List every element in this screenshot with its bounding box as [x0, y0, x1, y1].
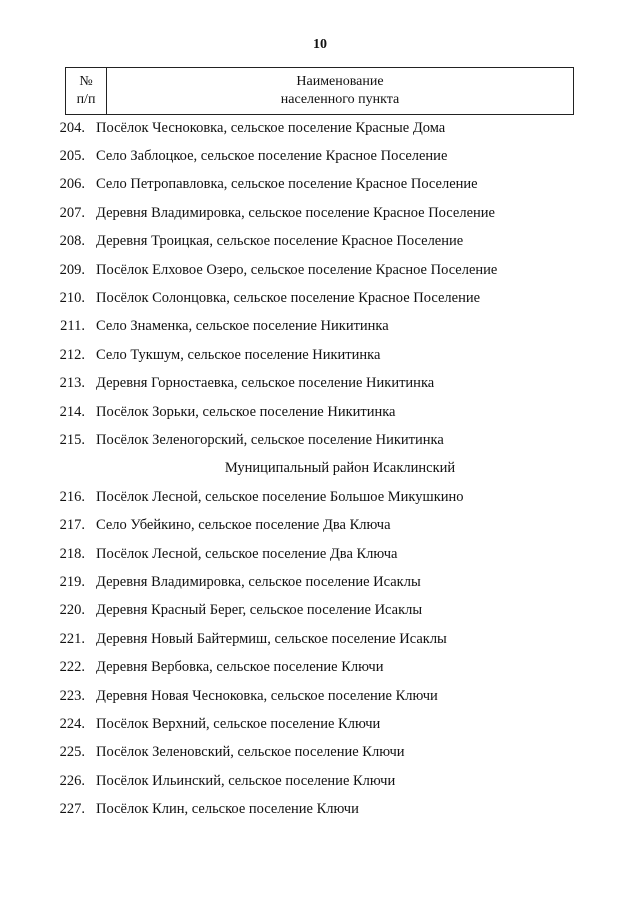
row-settlement-name: Село Убейкино, сельское поселение Два Ключа [96, 517, 391, 534]
table-row [0, 511, 640, 539]
table-row [0, 767, 640, 795]
row-settlement-name: Деревня Вербовка, сельское поселение Ключи [96, 659, 384, 676]
header-number-label: № [79, 74, 93, 89]
table-row [0, 795, 640, 823]
header-name-sublabel: населенного пункта [280, 92, 400, 107]
row-settlement-name: Посёлок Верхний, сельское поселение Ключи [96, 715, 381, 732]
table-row [0, 284, 640, 312]
table-row [0, 597, 640, 625]
row-number: 208. [59, 233, 85, 250]
row-number: 220. [59, 602, 85, 619]
table-row [0, 256, 640, 284]
table-row [0, 398, 640, 426]
row-settlement-name: Посёлок Зеленовский, сельское поселение Ключи [96, 744, 405, 761]
row-settlement-name: Посёлок Елховое Озеро, сельское поселение Красное Поселение [96, 261, 498, 278]
row-settlement-name: Посёлок Лесной, сельское поселение Два Ключа [96, 545, 398, 562]
header-pp-label: п/п [76, 92, 96, 107]
row-settlement-name: Посёлок Солонцовка, сельское поселение Красное Поселение [96, 290, 481, 307]
row-number: 218. [59, 545, 85, 562]
row-settlement-name: Село Петропавловка, сельское поселение Красное Поселение [96, 176, 478, 193]
row-number: 209. [59, 261, 85, 278]
row-number: 225. [59, 744, 85, 761]
header-name-column [107, 68, 573, 114]
header-number-column [66, 68, 107, 114]
row-settlement-name: Село Тукшум, сельское поселение Никитинка [96, 346, 381, 363]
row-number: 214. [59, 403, 85, 420]
row-number: 215. [59, 431, 85, 448]
row-settlement-name: Посёлок Ильинский, сельское поселение Ключи [96, 772, 396, 789]
settlement-rows-bottom [0, 483, 640, 824]
header-name-label: Наименование [296, 74, 384, 89]
row-number: 206. [59, 176, 85, 193]
table-row [0, 540, 640, 568]
table-row [0, 483, 640, 511]
row-settlement-name: Село Знаменка, сельское поселение Никитинка [96, 318, 389, 335]
row-settlement-name: Посёлок Зеленогорский, сельское поселение Никитинка [96, 431, 444, 448]
row-settlement-name: Деревня Новый Байтермиш, сельское поселение Исаклы [96, 630, 447, 647]
row-number: 222. [59, 659, 85, 676]
table-row [0, 426, 640, 454]
table-row [0, 710, 640, 738]
table-row [0, 739, 640, 767]
table-row [0, 114, 640, 142]
table-row [0, 370, 640, 398]
table-header [65, 67, 574, 115]
row-settlement-name: Деревня Горностаевка, сельское поселение Никитинка [96, 375, 435, 392]
settlement-list [0, 114, 640, 824]
row-number: 212. [59, 346, 85, 363]
row-number: 213. [59, 375, 85, 392]
row-settlement-name: Посёлок Зорьки, сельское поселение Никитинка [96, 403, 396, 420]
row-number: 217. [59, 517, 85, 534]
settlement-rows-top [0, 114, 640, 455]
row-number: 216. [59, 488, 85, 505]
page-number: 10 [313, 37, 327, 52]
row-number: 204. [59, 119, 85, 136]
section-title: Муниципальный район Исаклинский [224, 460, 456, 477]
table-row [0, 171, 640, 199]
table-row [0, 653, 640, 681]
row-number: 210. [59, 290, 85, 307]
table-row [0, 228, 640, 256]
table-row [0, 313, 640, 341]
table-row [0, 625, 640, 653]
row-number: 207. [59, 204, 85, 221]
row-settlement-name: Посёлок Клин, сельское поселение Ключи [96, 801, 359, 818]
table-row [0, 341, 640, 369]
row-number: 227. [59, 801, 85, 818]
row-number: 226. [59, 772, 85, 789]
row-number: 224. [59, 715, 85, 732]
row-number: 205. [59, 148, 85, 165]
row-settlement-name: Посёлок Чесноковка, сельское поселение Красные Дома [96, 119, 446, 136]
row-number: 211. [60, 318, 85, 335]
row-settlement-name: Деревня Троицкая, сельское поселение Красное Поселение [96, 233, 464, 250]
row-settlement-name: Деревня Красный Берег, сельское поселение Исаклы [96, 602, 423, 619]
row-settlement-name: Деревня Владимировка, сельское поселение Исаклы [96, 573, 421, 590]
row-number: 219. [59, 573, 85, 590]
row-settlement-name: Посёлок Лесной, сельское поселение Большое Микушкино [96, 488, 464, 505]
row-settlement-name: Деревня Владимировка, сельское поселение Красное Поселение [96, 204, 495, 221]
row-settlement-name: Деревня Новая Чесноковка, сельское поселение Ключи [96, 687, 438, 704]
table-row [0, 568, 640, 596]
table-row [0, 142, 640, 170]
table-row [0, 199, 640, 227]
table-row [0, 682, 640, 710]
row-settlement-name: Село Заблоцкое, сельское поселение Красное Поселение [96, 148, 448, 165]
row-number: 223. [59, 687, 85, 704]
row-number: 221. [59, 630, 85, 647]
